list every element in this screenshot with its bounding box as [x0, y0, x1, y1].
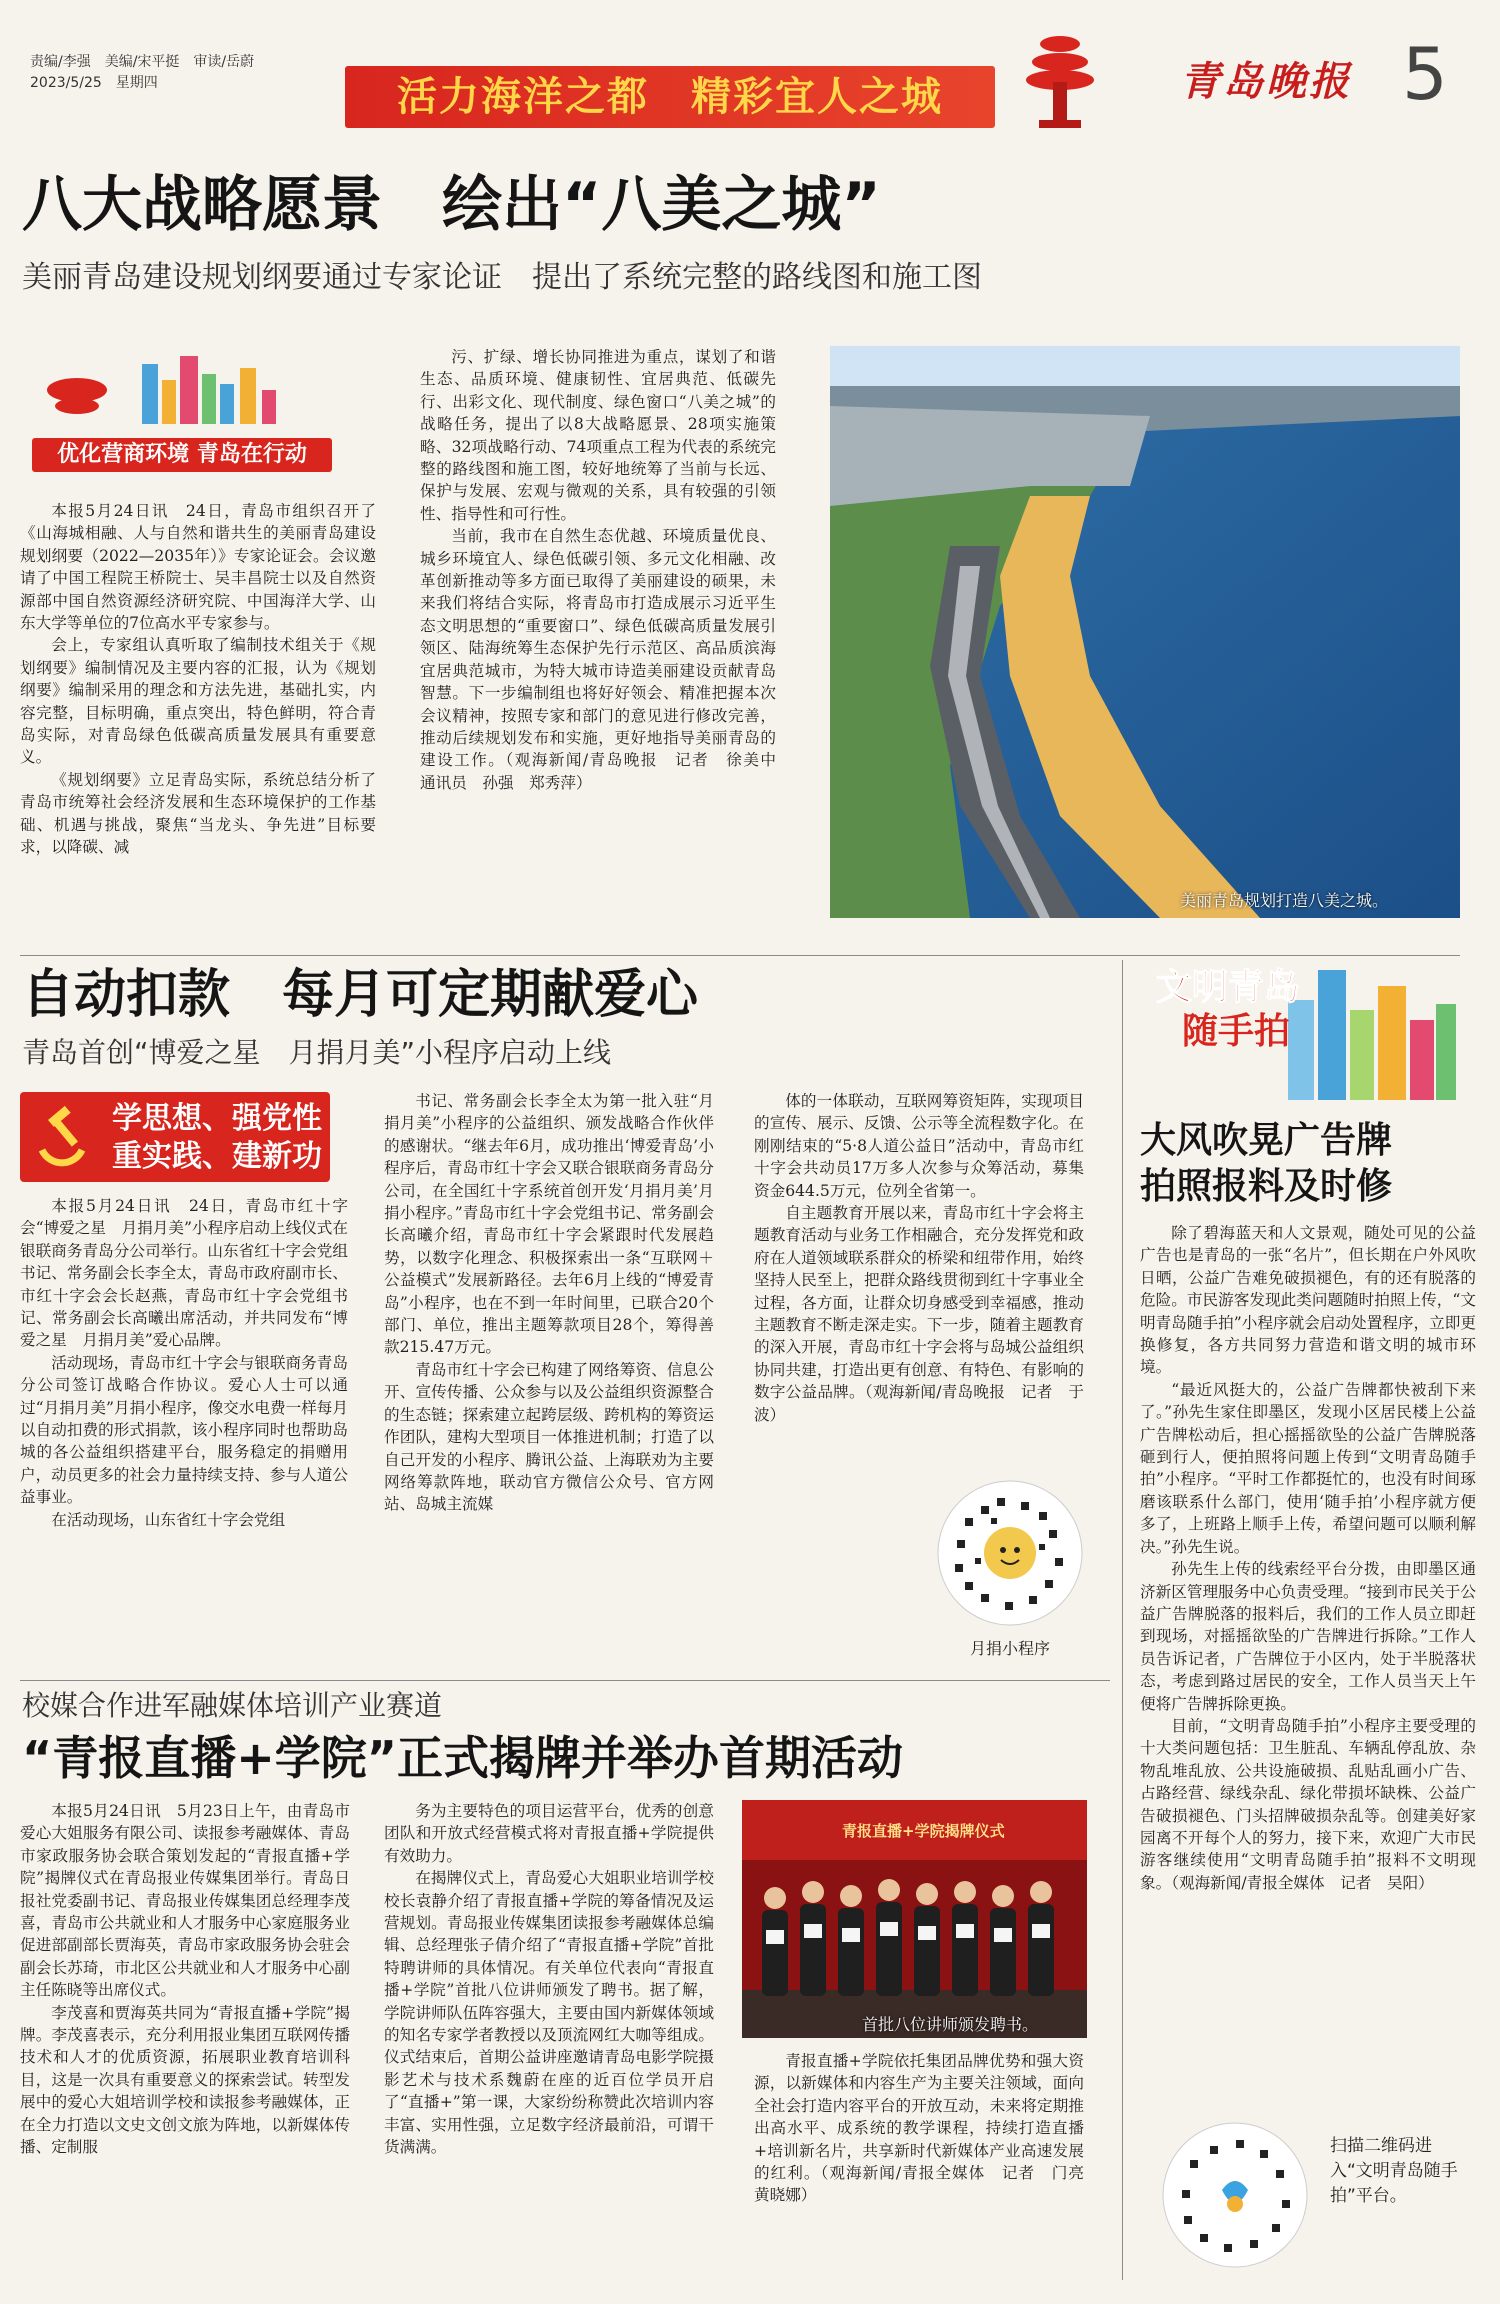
paragraph: 除了碧海蓝天和人文景观，随处可见的公益广告也是青岛的一张“名片”，但长期在户外风吹日晒，公益广告难免破损褪色，有的还有脱落的危险。市民游客发现此类问题随时拍照上传，“文明青岛随手拍”小程序就会启动处置程序，立即更换修复，各方共同努力营造和谐文明的城市环境。	[1140, 1224, 1476, 1377]
ceremony-photo	[742, 1800, 1087, 2038]
story2-subheadline: 青岛首创“博爱之星 月捐月美”小程序启动上线	[22, 1036, 612, 1069]
coastline-photo	[830, 346, 1460, 918]
paragraph: 书记、常务副会长李全太为第一批入驻“月捐月美”小程序的公益组织、颁发战略合作伙伴的感谢状。“继去年6月，成功推出‘博爱青岛’小程序后，青岛市红十字会又联合银联商务青岛分公司，在全国红十字系统首创开发‘月捐月美’月捐小程序。”青岛市红十字会党组书记、常务副会长高曦介绍，青岛市红十字会紧跟时代发展趋势，以数字化理念、积极探索出一条“互联网＋公益模式”发展新路径。去年6月上线的“博爱青岛”小程序，也在不到一年时间里，已联合20个部门、单位，推出主题筹款项目28个，筹得善款215.47万元。	[384, 1092, 714, 1357]
paragraph: 李茂喜和贾海英共同为“青报直播+学院”揭牌。李茂喜表示，充分利用报业集团互联网传播技术和人才的优质资源，拓展职业教育培训科目，这是一次具有重要意义的探索尝试。转型发展中的爱心大姐培训学校和读报参考融媒体，正在全力打造以文史文创文旅为阵地，以新媒体传播、定制服	[20, 2003, 350, 2157]
business-environment-badge	[32, 350, 332, 470]
column-divider	[1122, 960, 1123, 2280]
story3-kicker: 校媒合作进军融媒体培训产业赛道	[22, 1689, 443, 1722]
newspaper-brand: 青岛晚报	[1180, 58, 1352, 105]
story4-column	[1140, 1222, 1476, 2112]
badge-line-2: 随手拍	[1182, 1011, 1291, 1052]
paragraph: 体的一体联动，互联网筹资矩阵，实现项目的宣传、展示、反馈、公示等全流程数字化。在刚刚结束的“5·8人道公益日”活动中，青岛市红十字会共动员17万多人次参与众筹活动，募集资金644.5万元，位列全省第一。	[754, 1092, 1084, 1200]
photo-caption: 首批八位讲师颁发聘书。	[862, 2015, 1039, 2034]
story3-headline: “青报直播+学院”正式揭牌并举办首期活动	[22, 1731, 904, 1785]
story1-subheadline: 美丽青岛建设规划纲要通过专家论证 提出了系统完整的路线图和施工图	[22, 260, 982, 295]
issue-date: 2023/5/25 星期四	[30, 75, 158, 91]
section-divider	[20, 955, 1460, 956]
landmark-tower-icon	[1005, 22, 1115, 132]
badge-line-1: 文明青岛	[1156, 967, 1301, 1008]
paragraph: 本报5月24日讯 5月23日上午，由青岛市爱心大姐服务有限公司、读报参考融媒体、青岛市家政服务协会联合策划发起的“青报直播+学院”揭牌仪式在青岛报业传媒集团举行。青岛日报社党委副书记、青岛报业传媒集团总经理李茂喜，青岛市公共就业和人才服务中心家庭服务业促进部副部长贾海英，青岛市家政服务协会驻会副会长苏琦，市北区公共就业和人才服务中心副主任陈晓等出席仪式。	[20, 1802, 350, 2000]
badge-line-1: 学思想、强党性	[112, 1101, 322, 1136]
paragraph: 当前，我市在自然生态优越、环境质量优良、城乡环境宜人、绿色低碳引领、多元文化相融、改革创新推动等多方面已取得了美丽建设的硕果，未来我们将结合实际，将青岛市打造成展示习近平生态文明思想的“重要窗口”、绿色低碳高质量发展引领区、陆海统筹生态保护先行示范区、高品质滨海宜居典范城市，为特大城市诗造美丽建设贡献青岛智慧。下一步编制组也将好好领会、精准把握本次会议精神，按照专家和部门的意见进行修改完善，推动后续规划发布和实施，更好地指导美丽青岛的建设工作。（观海新闻/青岛晚报 记者 徐美中 通讯员 孙强 郑秀萍）	[420, 527, 792, 792]
paragraph: 在揭牌仪式上，青岛爱心大姐职业培训学校校长袁静介绍了青报直播+学院的筹备情况及运营规划。青岛报业传媒集团读报参考融媒体总编辑、总经理张子倩介绍了“青报直播+学院”首批特聘讲师的具体情况。有关单位代表向“青报直播+学院”首批八位讲师颁发了聘书。据了解，学院讲师队伍阵容强大，主要由国内新媒体领域的知名专家学者教授以及顶流网红大咖等组成。仪式结束后，首期公益讲座邀请青岛电影学院摄影艺术与技术系魏蔚在座的近百位学员开启了“直播+”第一课，大家纷纷称赞此次培训内容丰富、实用性强，立足数字经济最前沿，可谓干货满满。	[384, 1869, 714, 2157]
buildings-icon	[1278, 960, 1458, 1100]
paragraph: 青报直播+学院依托集团品牌优势和强大资源，以新媒体和内容生产为主要关注领域，面向全社会打造内容平台的开放互动，未来将定期推出高水平、成系统的教学课程，持续打造直播+培训新名片，共享新时代新媒体产业高速发展的红利。（观海新闻/青报全媒体 记者 门亮 黄晓娜）	[754, 2052, 1100, 2205]
masthead-slogan: 活力海洋之都 精彩宜人之城	[345, 66, 995, 128]
coastline-aerial-image	[830, 346, 1460, 918]
photo-caption: 美丽青岛规划打造八美之城。	[1180, 891, 1389, 910]
story4-headline-line2: 拍照报料及时修	[1140, 1166, 1393, 1207]
paragraph: “最近风挺大的，公益广告牌都快被刮下来了。”孙先生家住即墨区，发现小区居民楼上公益广告牌松动后，担心摇摇欲坠的公益广告牌脱落砸到行人，便拍照将问题上传到“文明青岛随手拍”小程序。“平时工作都挺忙的，也没有时间琢磨该联系什么部门，使用‘随手拍’小程序就方便多了，上班路上顺手上传，希望问题可以顺利解决。”孙先生说。	[1140, 1380, 1476, 1556]
qr-code-icon[interactable]	[935, 1478, 1085, 1628]
paragraph: 污、扩绿、增长协同推进为重点，谋划了和谐生态、品质环境、健康韧性、宜居典范、低碳先行、出彩文化、现代制度、绿色窗口“八美之城”的战略任务，提出了以8大战略愿景、28项实施策略、32项战略行动、74项重点工程为代表的系统完整的路线图和施工图，较好地统筹了当前与长远、保护与发展、宏观与微观的关系，具有较强的引领性、指导性和可行性。	[420, 348, 776, 523]
paragraph: 活动现场，青岛市红十字会与银联商务青岛分公司签订战略合作协议。爱心人士可以通过“月捐月美”月捐小程序，像交水电费一样每月以自动扣费的形式捐款，该小程序同时也帮助岛城的各公益组织搭建平台，服务稳定的捐赠用户，动员更多的社会力量持续支持、参与人道公益事业。	[20, 1353, 348, 1507]
paragraph: 目前，“文明青岛随手拍”小程序主要受理的十大类问题包括：卫生脏乱、车辆乱停乱放、杂物乱堆乱放、公共设施破损、乱贴乱画小广告、占路经营、绿线杂乱、绿化带损坏缺株、公益广告破损褪色、门头招牌破损杂乱等。创建美好家园离不开每个人的努力，接下来，欢迎广大市民游客继续使用“文明青岛随手拍”报料不文明现象。（观海新闻/青报全媒体 记者 吴阳）	[1140, 1716, 1476, 1892]
hammer-sickle-icon	[30, 1104, 96, 1170]
paragraph: 孙先生上传的线索经平台分拨，由即墨区通济新区管理服务中心负责受理。“接到市民关于公益广告牌脱落的报料后，我们的工作人员立即赶到现场，对摇摇欲坠的广告牌进行拆除。”工作人员告诉记者，广告牌位于小区内，处于半脱落状态，考虑到路过居民的安全，工作人员当天上午便将广告牌拆除更换。	[1140, 1560, 1476, 1713]
story3-column-1	[20, 1800, 350, 2280]
paragraph: 青岛市红十字会已构建了网络筹资、信息公开、宣传传播、公众参与以及公益组织资源整合的生态链；探索建立起跨层级、跨机构的筹资运作团队，建构大型项目一体推进机制；打造了以自己开发的小程序、腾讯公益、上海联劝为主要网络筹款阵地，联动官方微信公众号、官方网站、岛城主流媒	[384, 1360, 714, 1514]
story1-headline: 八大战略愿景 绘出“八美之城”	[22, 170, 881, 240]
section-divider	[20, 1680, 1110, 1681]
paragraph: 务为主要特色的项目运营平台，优秀的创意团队和开放式经营模式将对青报直播+学院提供有效助力。	[384, 1802, 714, 1865]
qr-label: 月捐小程序	[969, 1639, 1050, 1658]
story1-column-2	[420, 346, 792, 940]
badge-label: 优化营商环境 青岛在行动	[32, 438, 332, 472]
story3-column-2	[384, 1800, 714, 2280]
story4-headline-line1: 大风吹晃广告牌	[1140, 1120, 1393, 1161]
party-education-badge	[20, 1092, 330, 1182]
editor-credits: 责编/李强 美编/宋平挺 审读/岳蔚	[30, 54, 255, 70]
qr-instruction: 扫描二维码进入“文明青岛随手拍”平台。	[1330, 2136, 1458, 2206]
paragraph: 会上，专家组认真听取了编制技术组关于《规划纲要》编制情况及主要内容的汇报，认为《规划纲要》编制采用的理念和方法先进，基础扎实，内容完整，目标明确，重点突出，特色鲜明，符合青岛实际，对青岛绿色低碳高质量发展具有重要意义。	[20, 636, 376, 767]
badge-line-2: 重实践、建新功	[112, 1139, 322, 1174]
story2-column-1	[20, 1195, 348, 1675]
civilization-qr[interactable]	[1160, 2120, 1310, 2270]
paragraph: 自主题教育开展以来，青岛市红十字会将主题教育活动与业务工作相融合，充分发挥党和政府在人道领域联系群众的桥梁和纽带作用，始终坚持人民至上，把群众路线贯彻到红十字事业全过程，各方面，让群众切身感受到幸福感，推动主题教育不断走深走实。下一步，随着主题教育的深入开展，青岛市红十字会将与岛城公益组织协同共建，打造出更有创意、有特色、有影响的数字公益品牌。（观海新闻/青岛晚报 记者 于波）	[754, 1204, 1084, 1424]
paragraph: 本报5月24日讯 24日，青岛市组织召开了《山海城相融、人与自然和谐共生的美丽青岛建设规划纲要（2022—2035年）》专家论证会。会议邀请了中国工程院王桥院士、吴丰昌院士以及自然资源部中国自然资源经济研究院、中国海洋大学、山东大学等单位的7位高水平专家参与。	[20, 502, 376, 633]
paragraph: 在活动现场，山东省红十字会党组	[51, 1510, 286, 1529]
photo-banner-text: 青报直播+学院揭牌仪式	[842, 1822, 1005, 1840]
city-skyline-icon	[32, 350, 332, 430]
story1-column-1	[20, 500, 376, 940]
paragraph: 《规划纲要》立足青岛实际，系统总结分析了青岛市统筹社会经济发展和生态环境保护的工作基础、机遇与挑战，聚焦“当龙头、争先进”目标要求，以降碳、减	[20, 770, 376, 857]
qr-code-icon[interactable]	[1160, 2120, 1310, 2270]
story2-headline: 自动扣款 每月可定期献爱心	[22, 965, 699, 1025]
mini-program-qr[interactable]	[935, 1478, 1085, 1658]
story3-column-3	[754, 2050, 1100, 2280]
page-number: 5	[1402, 32, 1448, 116]
civilization-snapshot-badge	[1148, 960, 1458, 1100]
story2-column-2	[384, 1090, 714, 1675]
masthead-meta	[30, 52, 254, 94]
paragraph: 本报5月24日讯 24日，青岛市红十字会“博爱之星 月捐月美”小程序启动上线仪式在银联商务青岛分公司举行。山东省红十字会党组书记、常务副会长李全太，青岛市政府副市长、市红十字会会长赵燕，青岛市红十字会党组书记、常务副会长高曦出席活动，并共同发布“博爱之星 月捐月美”爱心品牌。	[20, 1197, 348, 1350]
